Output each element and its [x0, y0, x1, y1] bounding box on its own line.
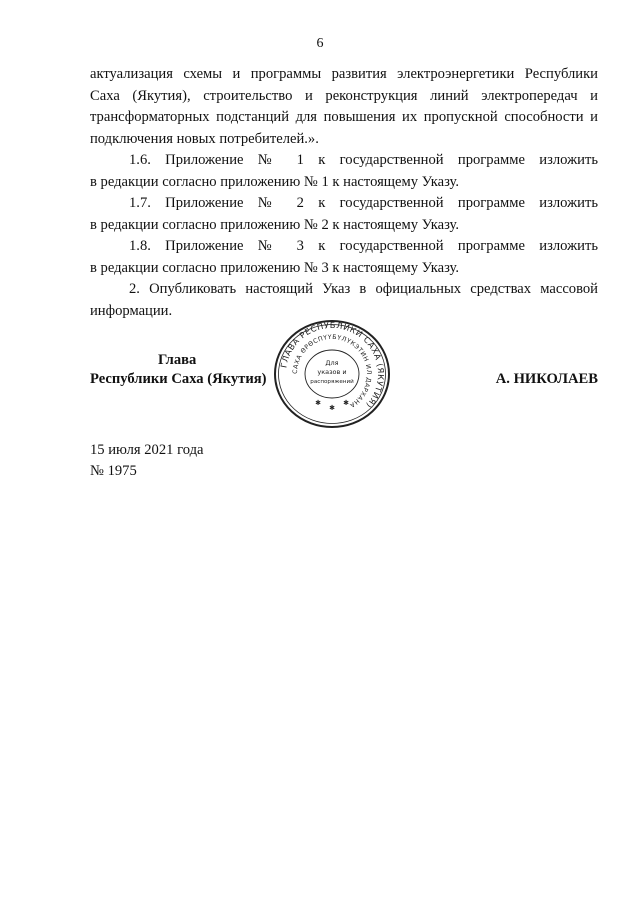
seal-inner-text: САХА ӨРӨСПҮҮБҮЛҮКЭТИН ИЛ ДАРХАНА: [291, 333, 373, 409]
paragraph-1-6: [90, 150, 598, 193]
seal-center-line2: указов и: [317, 368, 347, 376]
text-line: подключения новых потребителей.».: [90, 130, 319, 147]
decree-date-block: [90, 440, 203, 482]
text-line: трансформаторных подстанций для повышения их пропускной способности и: [90, 109, 598, 125]
seal-star-icon: ✱: [343, 399, 349, 407]
decree-date: 15 июля 2021 года: [90, 442, 204, 458]
signatory-name: А. НИКОЛАЕВ: [495, 371, 598, 387]
text-line: актуализация схемы и программы развития электроэнергетики Республики: [90, 66, 598, 82]
text-line: 2. Опубликовать настоящий Указ в официальных средствах массовой: [129, 281, 598, 297]
official-seal-stamp: [273, 319, 391, 429]
text-line: Саха (Якутия), строительство и реконструкция линий электропередач и: [90, 87, 598, 104]
paragraph-1-8: [90, 236, 598, 279]
seal-center-line1: Для: [325, 359, 339, 367]
paragraph-1-7: [90, 193, 598, 236]
text-line: в редакции согласно приложению № 3 к настоящему Указу.: [90, 259, 460, 276]
page-number: 6: [316, 36, 324, 51]
seal-star-icon: ✱: [315, 399, 321, 407]
text-line: 1.8. Приложение № 3 к государственной программе изложить: [129, 238, 598, 254]
decree-number: № 1975: [90, 463, 137, 479]
text-line: 1.7. Приложение № 2 к государственной программе изложить: [129, 195, 598, 211]
seal-outer-text: ГЛАВА РЕСПУБЛИКИ САХА (ЯКУТИЯ): [278, 319, 387, 411]
decree-body: [90, 64, 598, 322]
seal-star-icon: ✱: [329, 404, 335, 412]
text-line: 1.6. Приложение № 1 к государственной программе изложить: [129, 152, 598, 168]
text-line: в редакции согласно приложению № 1 к настоящему Указу.: [90, 173, 460, 190]
signatory-title-line2: Республики Саха (Якутия): [90, 371, 267, 387]
signatory-title-line1: Глава: [158, 352, 197, 368]
seal-center-line3: распоряжений: [310, 379, 354, 385]
text-line: информации.: [90, 302, 173, 319]
text-line: в редакции согласно приложению № 2 к настоящему Указу.: [90, 216, 460, 233]
intro-paragraph: [90, 64, 598, 150]
paragraph-2: [90, 279, 598, 322]
